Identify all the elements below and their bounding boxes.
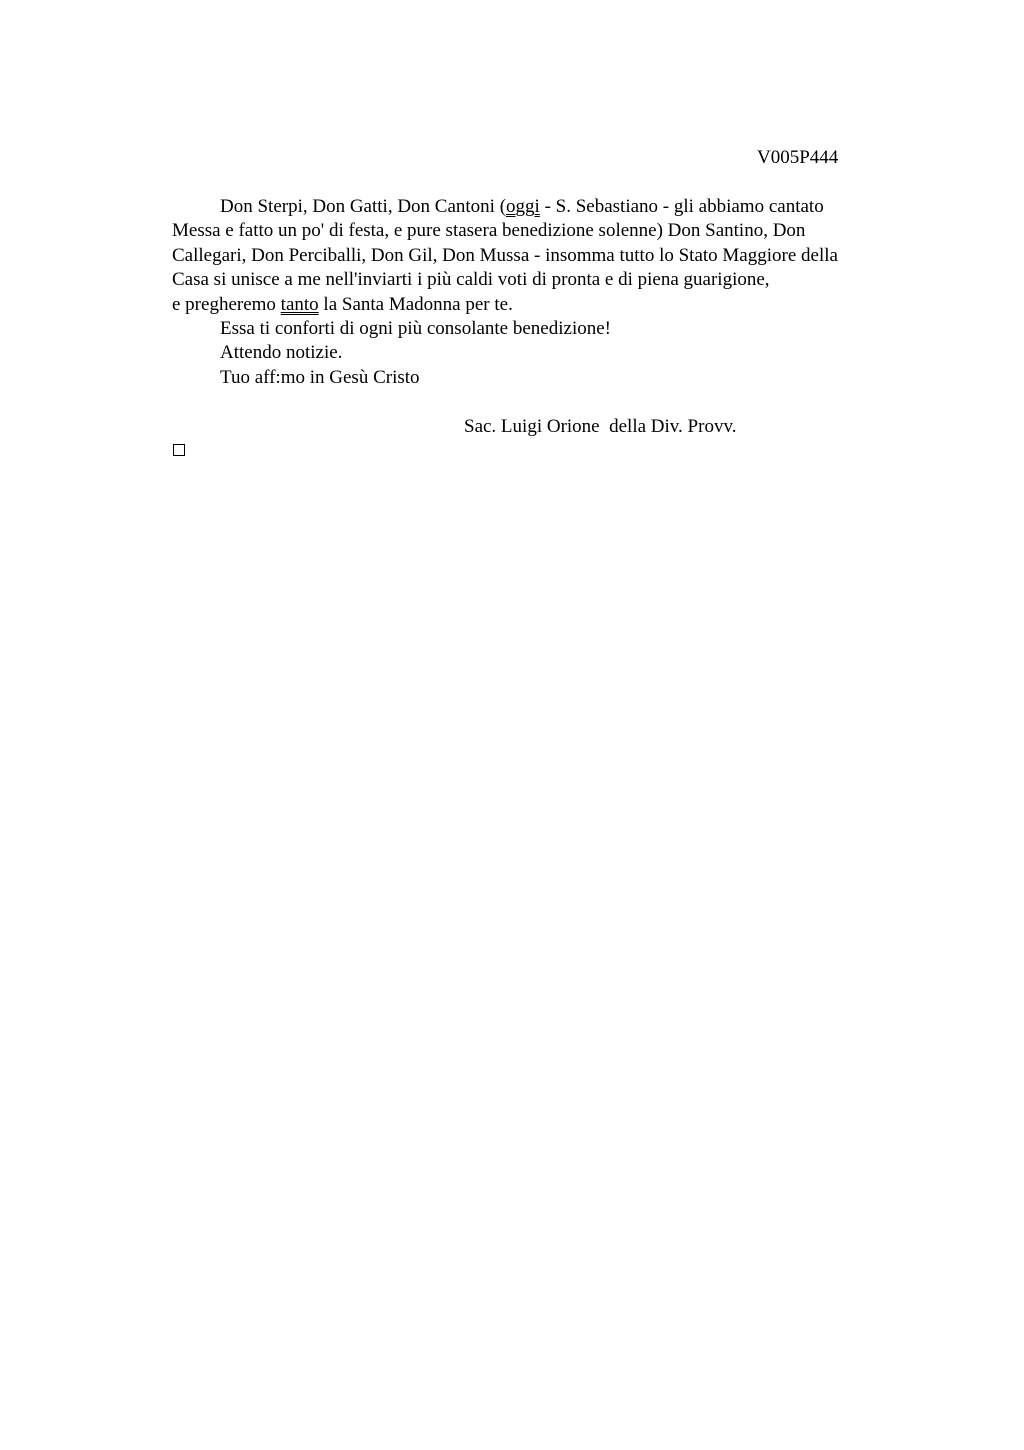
letter-body — [172, 195, 902, 390]
text-segment: la Santa Madonna per te. — [318, 293, 513, 315]
text-segment: - S. Sebastiano - gli abbiamo cantato — [539, 196, 824, 217]
paragraph-line-1 — [172, 195, 902, 219]
blessing-line: Essa ti conforti di ogni più consolante benedizione! — [220, 318, 611, 340]
paragraph-line-3: Callegari, Don Perciballi, Don Gil, Don Mussa - insomma tutto lo Stato Maggiore della — [172, 244, 838, 266]
page-identifier: V005P444 — [757, 147, 839, 168]
closing-line: Tuo aff:mo in Gesù Cristo — [220, 366, 420, 388]
paragraph-line-2: Messa e fatto un po' di festa, e pure stasera benedizione solenne) Don Santino, Don — [172, 220, 806, 242]
underlined-word-tanto: tanto — [280, 293, 319, 315]
underlined-word-oggi: oggi — [506, 196, 540, 217]
paragraph-line-4: Casa si unisce a me nell'inviarti i più caldi voti di pronta e di piena guarigione, — [172, 269, 770, 291]
signature: Sac. Luigi Orione della Div. Provv. — [464, 416, 737, 437]
text-segment: e pregheremo — [172, 293, 281, 315]
paragraph-line-5 — [172, 293, 902, 317]
end-marker-box-icon — [173, 444, 185, 456]
text-segment: Don Sterpi, Don Gatti, Don Cantoni ( — [220, 196, 507, 217]
news-line: Attendo notizie. — [220, 342, 343, 364]
